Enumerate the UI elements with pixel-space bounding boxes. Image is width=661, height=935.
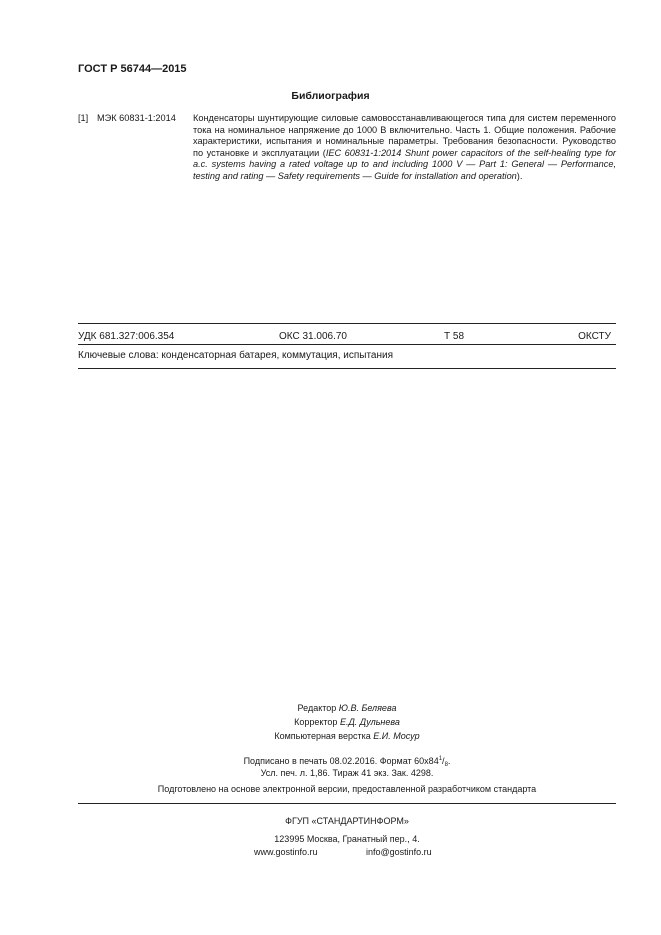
entry-description bbox=[193, 113, 616, 183]
bibliography-title: Библиография bbox=[291, 90, 370, 102]
publisher-rule bbox=[78, 803, 616, 804]
prepared-note: Подготовлено на основе электронной версии, предоставленной разработчиком стандарта bbox=[157, 784, 537, 794]
format-end: . bbox=[447, 756, 451, 766]
oks-code: ОКС 31.006.70 bbox=[279, 331, 347, 342]
print-signed: Подписано в печать 08.02.2016. Формат 60x84 bbox=[243, 756, 439, 766]
udk-code: УДК 681.327:006.354 bbox=[78, 331, 175, 342]
entry-text-ru: Конденсаторы шунтирующие силовые самовосстанавливающегося типа для систем переменного тока на номинальное напряжение до 1000 В включительно. Часть 1. Общие положения. Рабочие характеристики, испытания и номинальные параметры. Требования безопасности. Руководство по установке и эксплуатации ( bbox=[193, 113, 616, 158]
entry-standard-code: МЭК 60831-1:2014 bbox=[97, 113, 176, 123]
format-denominator: 8 bbox=[444, 762, 448, 768]
entry-number: [1] bbox=[78, 113, 89, 123]
layout-line bbox=[0, 729, 661, 743]
corrector-label: Корректор bbox=[294, 717, 340, 727]
editor-label: Редактор bbox=[297, 703, 339, 713]
publisher-website[interactable]: www.gostinfo.ru bbox=[254, 847, 318, 857]
corrector-name: Е.Д. Дульнева bbox=[339, 717, 400, 727]
layout-label: Компьютерная верстка bbox=[274, 731, 374, 741]
t-code: Т 58 bbox=[444, 331, 465, 342]
keywords: Ключевые слова: конденсаторная батарея, коммутация, испытания bbox=[78, 350, 394, 361]
publisher-name: ФГУП «СТАНДАРТИНФОРМ» bbox=[285, 816, 409, 826]
document-code: ГОСТ Р 56744—2015 bbox=[78, 63, 187, 75]
editor-name: Ю.В. Беляева bbox=[338, 703, 397, 713]
entry-text-end: ). bbox=[516, 170, 523, 181]
print-signed-line: Подписано в печать 08.02.2016. Формат $60x84^1/_8$. bbox=[243, 756, 451, 768]
classification-bottom-rule bbox=[78, 368, 616, 369]
format-numerator: 1 bbox=[438, 756, 443, 762]
publisher-address: 123995 Москва, Гранатный пер., 4. bbox=[274, 834, 420, 844]
classification-middle-rule bbox=[78, 344, 616, 345]
okstu-code: ОКСТУ bbox=[578, 331, 611, 342]
corrector-line bbox=[0, 715, 661, 729]
editor-line bbox=[0, 701, 661, 715]
print-sheets-line: Усл. печ. л. 1,86. Тираж 41 экз. Зак. 4298. bbox=[260, 768, 434, 778]
publisher-email[interactable]: info@gostinfo.ru bbox=[366, 847, 432, 857]
entry-text-en: IEC 60831-1:2014 Shunt power capacitors of the self-healing type for a.c. systems having a rated voltage up to and including 1000 V — Part 1: General — Performance, testing and rating — Safety requirements — Guide for installation and operation bbox=[193, 147, 616, 181]
layout-name: Е.И. Мосур bbox=[373, 731, 420, 741]
classification-top-rule bbox=[78, 323, 616, 324]
